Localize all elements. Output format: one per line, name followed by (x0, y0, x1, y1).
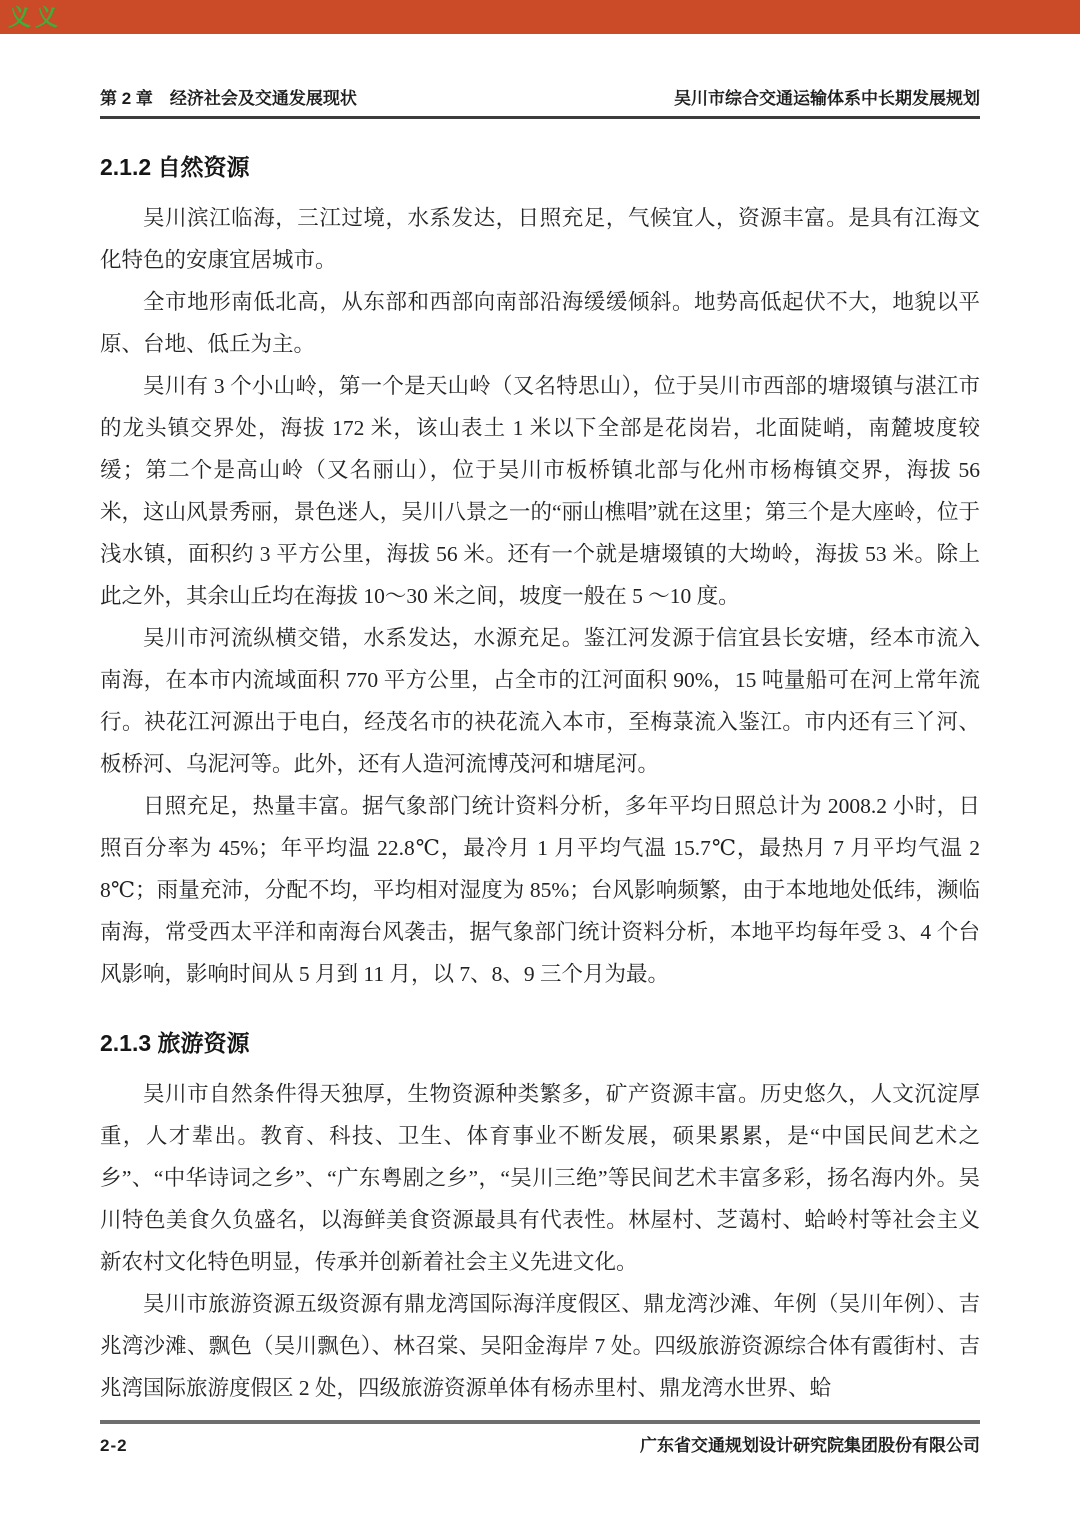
body-paragraph: 吴川市河流纵横交错，水系发达，水源充足。鉴江河发源于信宜县长安塘，经本市流入南海，在本市内流域面积 770 平方公里，占全市的江河面积 90%，15 吨量船可在河上常年流行。袂花江河源出于电白，经茂名市的袂花流入本市，至梅菉流入鉴江。市内还有三丫河、板桥河、乌泥河等。此外，还有人造河流博茂河和塘尾河。 (100, 626, 980, 776)
body-paragraph: 吴川有 3 个小山岭，第一个是天山岭（又名特思山），位于吴川市西部的塘㙍镇与湛江市的龙头镇交界处，海拔 172 米，该山表土 1 米以下全部是花岗岩，北面陡峭，南麓坡度较缓；第二个是高山岭（又名丽山），位于吴川市板桥镇北部与化州市杨梅镇交界，海拔 56 米，这山风景秀丽，景色迷人，吴川八景之一的“丽山樵唱”就在这里；第三个是大座岭，位于浅水镇，面积约 3 平方公里，海拔 56 米。还有一个就是塘㙍镇的大坳岭，海拔 53 米。除上此之外，其余山丘均在海拔 10～30 米之间，坡度一般在 5 ～10 度。 (100, 374, 980, 608)
header-chapter-label: 第 2 章 经济社会及交通发展现状 (100, 89, 357, 108)
top-banner (0, 0, 1080, 34)
page-content (100, 34, 980, 1409)
body-paragraph: 吴川滨江临海，三江过境，水系发达，日照充足，气候宜人，资源丰富。是具有江海文化特色的安康宜居城市。 (100, 206, 980, 272)
banner-glyphs: 义义 (8, 4, 62, 30)
section-heading: 2.1.3 旅游资源 (100, 1030, 250, 1056)
header-doc-title: 吴川市综合交通运输体系中长期发展规划 (674, 89, 980, 108)
section-heading: 2.1.2 自然资源 (100, 154, 250, 180)
body-paragraph: 吴川市自然条件得天独厚，生物资源种类繁多，矿产资源丰富。历史悠久，人文沉淀厚重，人才辈出。教育、科技、卫生、体育事业不断发展，硕果累累，是“中国民间艺术之乡”、“中华诗词之乡”、“广东粤剧之乡”，“吴川三绝”等民间艺术丰富多彩，扬名海内外。吴川特色美食久负盛名，以海鲜美食资源最具有代表性。林屋村、芝蔼村、蛤岭村等社会主义新农村文化特色明显，传承并创新着社会主义先进文化。 (100, 1082, 980, 1274)
footer-company-name: 广东省交通规划设计研究院集团股份有限公司 (640, 1436, 980, 1455)
sections-container (100, 151, 980, 1409)
running-footer-area (100, 1420, 980, 1456)
page-number: 2-2 (100, 1436, 128, 1455)
footer-rule (100, 1420, 980, 1424)
body-paragraph: 全市地形南低北高，从东部和西部向南部沿海缓缓倾斜。地势高低起伏不大，地貌以平原、台地、低丘为主。 (100, 290, 980, 356)
header-rule (100, 116, 980, 119)
running-footer (100, 1431, 980, 1456)
running-header (100, 84, 980, 109)
body-paragraph: 日照充足，热量丰富。据气象部门统计资料分析，多年平均日照总计为 2008.2 小时，日照百分率为 45%；年平均温 22.8℃，最冷月 1 月平均气温 15.7℃，最热月 7 月平均气温 28℃；雨量充沛，分配不均，平均相对湿度为 85%；台风影响频繁，由于本地地处低纬，濒临南海，常受西太平洋和南海台风袭击，据气象部门统计资料分析，本地平均每年受 3、4 个台风影响，影响时间从 5 月到 11 月，以 7、8、9 三个月为最。 (100, 794, 980, 986)
body-paragraph: 吴川市旅游资源五级资源有鼎龙湾国际海洋度假区、鼎龙湾沙滩、年例（吴川年例）、吉兆湾沙滩、飘色（吴川飘色）、林召棠、吴阳金海岸 7 处。四级旅游资源综合体有霞街村、吉兆湾国际旅游度假区 2 处，四级旅游资源单体有杨赤里村、鼎龙湾水世界、蛤 (100, 1292, 980, 1400)
